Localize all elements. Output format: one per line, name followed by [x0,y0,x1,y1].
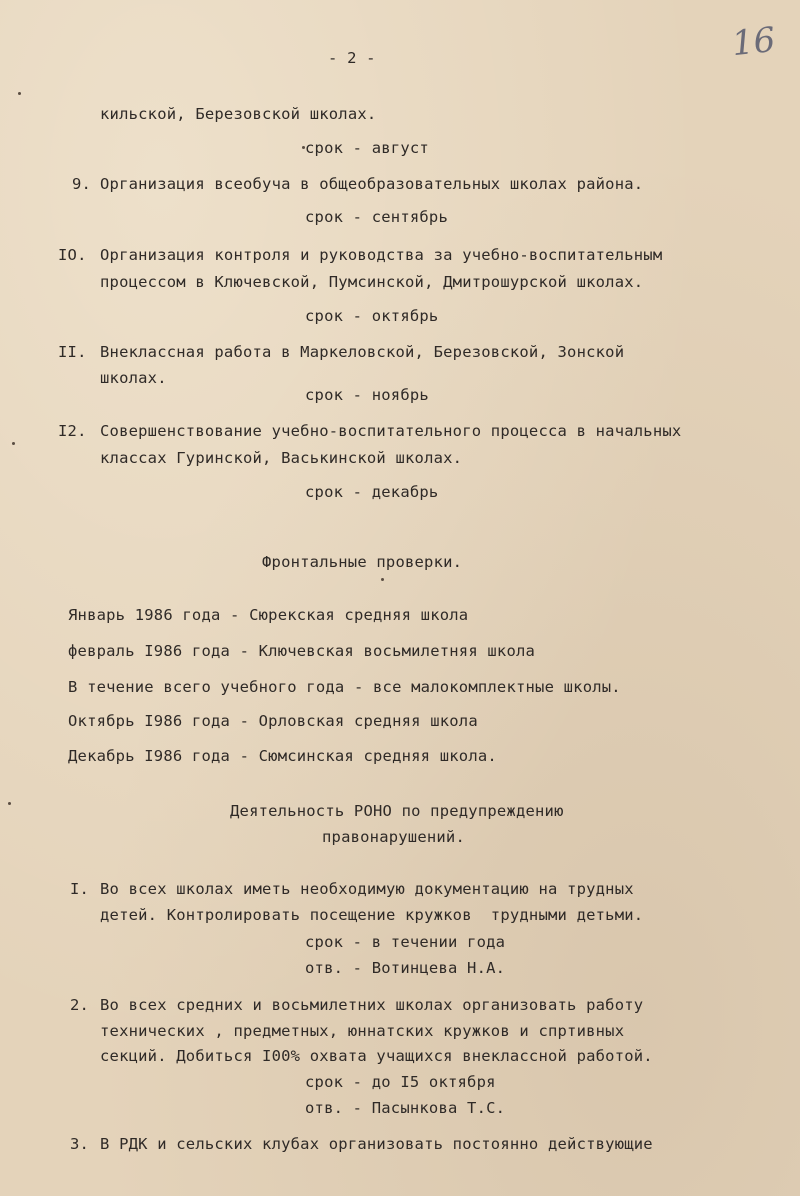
prevention-item-number: 3. [70,1135,90,1153]
plan-item-text-line: Организация контроля и руководства за учебно-воспитательным [100,246,663,264]
prevention-item-deadline: срок - до I5 октября [305,1073,496,1091]
paper-speck [381,578,384,581]
prevention-item-responsible: отв. - Вотинцева Н.А. [305,959,506,977]
prevention-item-text-line: Во всех школах иметь необходимую документацию на трудных [100,880,634,898]
plan-item-text-line: Внеклассная работа в Маркеловской, Березовской, Зонской [100,343,625,361]
plan-item-number: II. [58,343,87,361]
prevention-item-text-line: технических , предметных, юннатских кружков и спртивных [100,1022,625,1040]
plan-item-continuation: кильской, Березовской школах. [100,105,377,123]
plan-item-text-line: процессом в Ключевской, Пумсинской, Дмитрошурской школах. [100,273,644,291]
paper-speck [302,146,305,149]
plan-item-number: 9. [72,175,92,193]
paper-speck [18,92,21,95]
prevention-heading: Деятельность РОНО по предупреждению [230,802,564,820]
page-number: - 2 - [328,49,376,67]
plan-item-text-line: Совершенствование учебно-воспитательного процесса в начальных [100,422,682,440]
prevention-item-text-line: секций. Добиться I00% охвата учащихся внеклассной работой. [100,1047,653,1065]
plan-item-text-line: школах. [100,369,167,387]
inspection-row: Январь 1986 года - Сюрекская средняя школа [68,606,469,624]
plan-item-number: I2. [58,422,87,440]
prevention-item-text-line: В РДК и сельских клубах организовать постоянно действующие [100,1135,653,1153]
plan-item-deadline: срок - декабрь [305,483,439,501]
plan-item-text-line: классах Гуринской, Васькинской школах. [100,449,463,467]
paper-speck [8,802,11,805]
plan-item-text: Организация всеобуча в общеобразовательных школах района. [100,175,644,193]
inspection-row: В течение всего учебного года - все малокомплектные школы. [68,678,621,696]
inspections-heading: Фронтальные проверки. [262,553,463,571]
prevention-item-text-line: детей. Контролировать посещение кружков трудными детьми. [100,906,644,924]
prevention-item-text-line: Во всех средних и восьмилетних школах организовать работу [100,996,644,1014]
plan-item-deadline: срок - август [305,139,429,157]
prevention-item-responsible: отв. - Пасынкова Т.С. [305,1099,506,1117]
paper-speck [12,442,15,445]
inspection-row: февраль I986 года - Ключевская восьмилетняя школа [68,642,536,660]
plan-item-deadline: срок - октябрь [305,307,439,325]
prevention-item-number: I. [70,880,90,898]
plan-item-deadline: срок - ноябрь [305,386,429,404]
handwritten-page-mark: 16 [730,19,778,65]
prevention-item-deadline: срок - в течении года [305,933,506,951]
plan-item-deadline: срок - сентябрь [305,208,448,226]
plan-item-number: IO. [58,246,87,264]
inspection-row: Октябрь I986 года - Орловская средняя школа [68,712,478,730]
inspection-row: Декабрь I986 года - Сюмсинская средняя школа. [68,747,497,765]
prevention-heading: правонарушений. [322,828,465,846]
prevention-item-number: 2. [70,996,90,1014]
